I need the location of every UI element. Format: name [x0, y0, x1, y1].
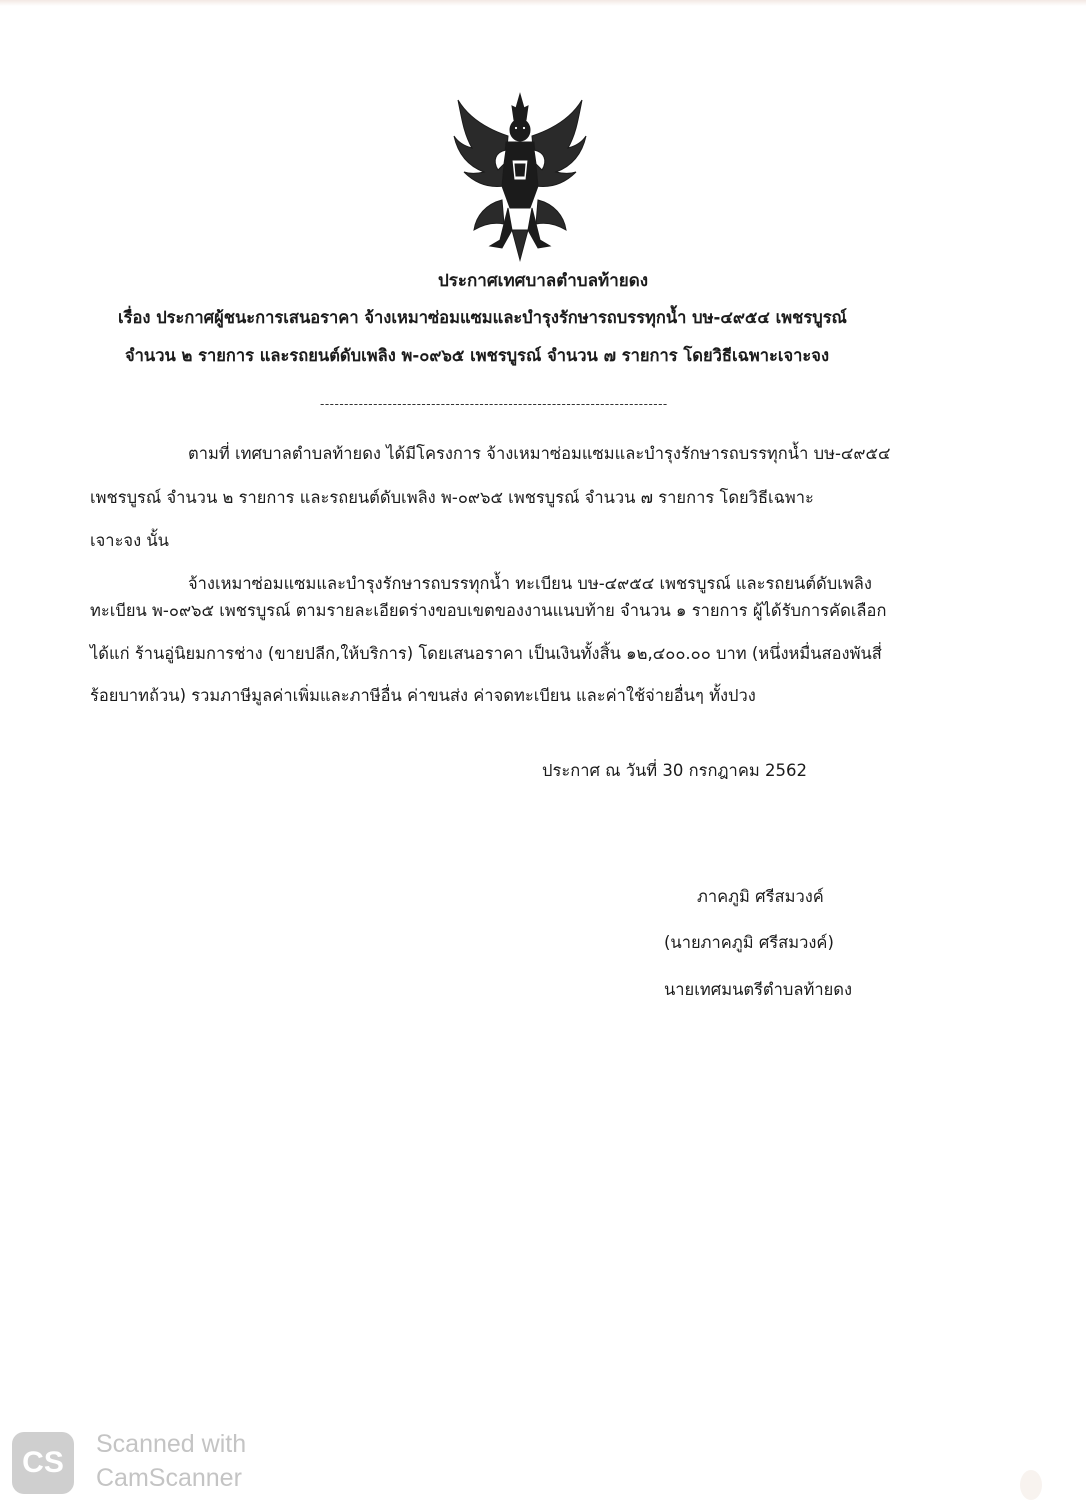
announcement-date: ประกาศ ณ วันที่ 30 กรกฎาคม 2562	[542, 761, 807, 780]
garuda-emblem-icon	[450, 90, 590, 262]
subject-line-2: จำนวน ๒ รายการ และรถยนต์ดับเพลิง พ-๐๙๖๕ เพชรบูรณ์ จำนวน ๗ รายการ โดยวิธีเฉพาะเจาะจง	[125, 346, 830, 365]
paragraph1-line2: เพชรบูรณ์ จำนวน ๒ รายการ และรถยนต์ดับเพลิง พ-๐๙๖๕ เพชรบูรณ์ จำนวน ๗ รายการ โดยวิธีเฉพาะ	[90, 488, 814, 507]
paragraph1-line3: เจาะจง นั้น	[90, 531, 169, 550]
subject-line-1: เรื่อง ประกาศผู้ชนะการเสนอราคา จ้างเหมาซ่อมแซมและบำรุงรักษารถบรรทุกน้ำ บษ-๔๙๕๔ เพชรบูรณ์	[118, 308, 847, 327]
document-title: ประกาศเทศบาลตำบลท้ายดง	[437, 271, 649, 291]
scan-edge	[0, 0, 1086, 6]
divider-line: ------------------------------------------------------------------------	[320, 397, 668, 411]
signature-full-name: (นายภาคภูมิ ศรีสมวงค์)	[664, 933, 834, 952]
paragraph2-line1: จ้างเหมาซ่อมแซมและบำรุงรักษารถบรรทุกน้ำ ทะเบียน บษ-๔๙๕๔ เพชรบูรณ์ และรถยนต์ดับเพลิง	[188, 574, 872, 593]
scan-smudge	[1020, 1470, 1042, 1500]
watermark-line-1: Scanned with	[96, 1430, 247, 1458]
paragraph1-line1: ตามที่ เทศบาลตำบลท้ายดง ได้มีโครงการ จ้างเหมาซ่อมแซมและบำรุงรักษารถบรรทุกน้ำ บษ-๔๙๕๔	[188, 444, 891, 463]
signature-name: ภาคภูมิ ศรีสมวงค์	[697, 887, 824, 906]
signature-position: นายเทศมนตรีตำบลท้ายดง	[664, 980, 853, 999]
paragraph2-line4: ร้อยบาทถ้วน) รวมภาษีมูลค่าเพิ่มและภาษีอื่น ค่าขนส่ง ค่าจดทะเบียน และค่าใช้จ่ายอื่นๆ ทั้งปวง	[90, 686, 756, 705]
camscanner-logo-icon: CS	[12, 1432, 74, 1494]
watermark-line-2: CamScanner	[96, 1464, 242, 1492]
paragraph2-line3: ได้แก่ ร้านอู่นิยมการช่าง (ขายปลีก,ให้บริการ) โดยเสนอราคา เป็นเงินทั้งสิ้น ๑๒,๔๐๐.๐๐ บาท (หนึ่งหมื่นสองพันสี่	[90, 644, 882, 663]
paragraph2-line2: ทะเบียน พ-๐๙๖๕ เพชรบูรณ์ ตามรายละเอียดร่างขอบเขตของงานแนบท้าย จำนวน ๑ รายการ ผู้ได้รับการคัดเลือก	[90, 601, 887, 620]
